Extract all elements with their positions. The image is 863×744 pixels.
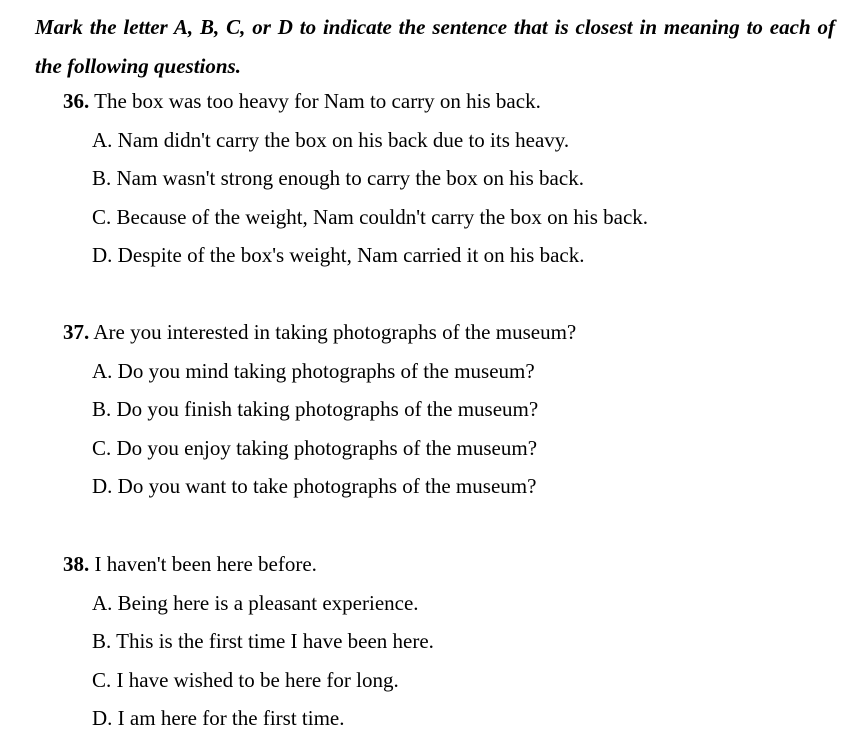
option-c: C. I have wished to be here for long. bbox=[92, 667, 399, 692]
question-stem-line bbox=[63, 545, 843, 584]
option-b: B. Nam wasn't strong enough to carry the box on his back. bbox=[92, 166, 584, 191]
question-stem: I haven't been here before. bbox=[94, 552, 317, 576]
question-number: 38. bbox=[63, 552, 90, 576]
option-a: A. Nam didn't carry the box on his back due to its heavy. bbox=[92, 127, 570, 152]
option-list bbox=[92, 121, 843, 275]
question-number: 37. bbox=[63, 320, 90, 344]
question-37 bbox=[63, 313, 843, 506]
question-stem: The box was too heavy for Nam to carry on his back. bbox=[94, 89, 541, 113]
instruction-text: Mark the letter A, B, C, or D to indicate the sentence that is closest in meaning to each of the following questions. bbox=[35, 15, 835, 78]
option-list bbox=[92, 352, 843, 506]
option-c: C. Because of the weight, Nam couldn't carry the box on his back. bbox=[92, 204, 649, 229]
option-list bbox=[92, 584, 843, 738]
option-b: B. This is the first time I have been here. bbox=[92, 629, 434, 654]
question-stem: Are you interested in taking photographs of the museum? bbox=[93, 320, 577, 344]
option-a: A. Do you mind taking photographs of the museum? bbox=[92, 358, 535, 383]
option-d: D. Despite of the box's weight, Nam carried it on his back. bbox=[92, 243, 585, 268]
option-c: C. Do you enjoy taking photographs of the museum? bbox=[92, 435, 538, 460]
question-36 bbox=[63, 82, 843, 275]
option-b: B. Do you finish taking photographs of the museum? bbox=[92, 397, 539, 422]
question-38 bbox=[63, 545, 843, 738]
question-number: 36. bbox=[63, 89, 90, 113]
option-a: A. Being here is a pleasant experience. bbox=[92, 590, 419, 615]
question-stem-line bbox=[63, 82, 843, 121]
option-d: D. Do you want to take photographs of the museum? bbox=[92, 474, 537, 499]
question-stem-line bbox=[63, 313, 843, 352]
option-d: D. I am here for the first time. bbox=[92, 706, 345, 731]
